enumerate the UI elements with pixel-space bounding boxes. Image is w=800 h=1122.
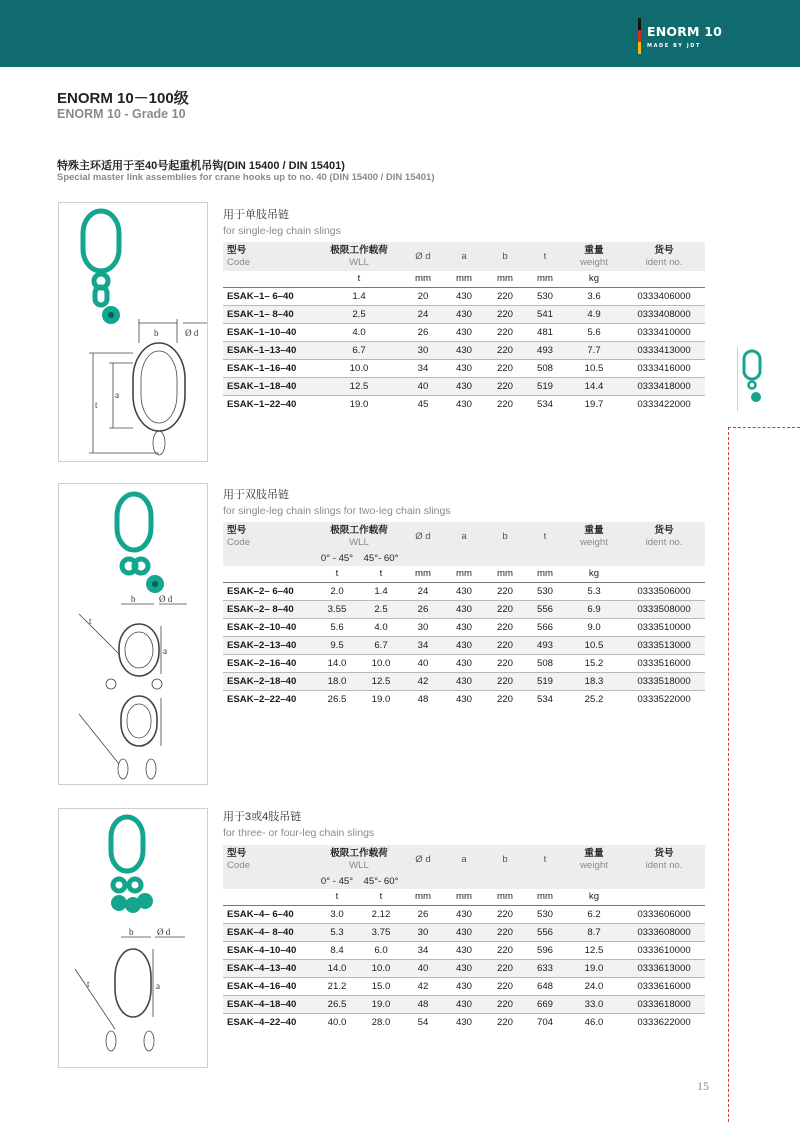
value-cell: 2.0 — [315, 582, 359, 600]
value-cell: 40 — [403, 654, 443, 672]
value-cell: 0333518000 — [623, 672, 705, 690]
value-cell: 15.0 — [359, 977, 403, 995]
value-cell: 430 — [443, 654, 485, 672]
value-cell: 45 — [417, 398, 429, 410]
value-cell: 430 — [455, 693, 472, 705]
code-cell: ESAK–1–13–40 — [223, 341, 315, 359]
table-row — [223, 690, 705, 708]
value-cell: 0333516000 — [623, 654, 705, 672]
label-d: Ø d — [185, 328, 199, 338]
block-title-en: for three- or four-leg chain slings — [223, 827, 375, 839]
value-cell: 220 — [485, 941, 525, 959]
value-cell: 0333418000 — [623, 377, 705, 395]
value-cell: 430 — [443, 923, 485, 941]
value-cell: 220 — [485, 636, 525, 654]
brand-logo — [638, 18, 723, 54]
value-cell: 220 — [485, 618, 525, 636]
value-cell: 220 — [496, 398, 513, 410]
table-row — [223, 636, 705, 654]
units-row: t mm mm mm mm kg — [223, 271, 705, 287]
code-cell: ESAK–1–10–40 — [223, 323, 315, 341]
value-cell: 40 — [403, 959, 443, 977]
value-cell: 4.0 — [359, 618, 403, 636]
two-leg-link-photo — [117, 494, 151, 573]
value-cell: 54 — [417, 1016, 429, 1028]
label-b: b — [131, 594, 136, 604]
value-cell: 30 — [403, 618, 443, 636]
value-cell: 566 — [525, 618, 565, 636]
value-cell: 430 — [443, 377, 485, 395]
value-cell: 10.0 — [359, 959, 403, 977]
value-cell: 48 — [417, 693, 429, 705]
value-cell: 34 — [403, 941, 443, 959]
value-cell: 220 — [485, 341, 525, 359]
block-title-cn: 用于单肢吊链 — [223, 209, 289, 221]
value-cell: 0333413000 — [623, 341, 705, 359]
value-cell: 220 — [485, 977, 525, 995]
value-cell: 430 — [443, 941, 485, 959]
code-cell: ESAK–1– 6–40 — [223, 287, 315, 305]
value-cell: 10.0 — [315, 359, 403, 377]
value-cell: 669 — [525, 995, 565, 1013]
code-cell: ESAK–1– 8–40 — [223, 305, 315, 323]
value-cell: 42 — [403, 977, 443, 995]
value-cell: 19.0 — [349, 398, 369, 410]
value-cell: 0333406000 — [623, 287, 705, 305]
spec-table-single-leg — [223, 242, 705, 413]
value-cell: 220 — [485, 287, 525, 305]
cut-line-vertical — [728, 427, 729, 1122]
value-cell: 5.3 — [315, 923, 359, 941]
value-cell: 10.5 — [565, 636, 623, 654]
value-cell: 5.6 — [315, 618, 359, 636]
value-cell: 34 — [403, 636, 443, 654]
value-cell: 18.0 — [315, 672, 359, 690]
value-cell: 6.0 — [359, 941, 403, 959]
value-cell: 534 — [536, 398, 553, 410]
value-cell: 430 — [443, 905, 485, 923]
cut-line-horizontal — [728, 427, 800, 428]
value-cell: 26 — [403, 600, 443, 618]
block-3-title — [223, 808, 374, 839]
value-cell: 15.2 — [565, 654, 623, 672]
label-t: t — [87, 979, 90, 989]
figure-two-leg — [58, 483, 208, 785]
value-cell: 10.5 — [565, 359, 623, 377]
value-cell: 0333506000 — [623, 582, 705, 600]
value-cell: 21.2 — [315, 977, 359, 995]
flag-stripes — [638, 18, 641, 54]
value-cell: 430 — [455, 398, 472, 410]
block-2-title — [223, 486, 451, 517]
value-cell: 19.7 — [584, 398, 604, 410]
value-cell: 10.0 — [359, 654, 403, 672]
table-row — [223, 923, 705, 941]
label-b: b — [129, 927, 134, 937]
units-row: t t mm mm mm mm kg — [223, 889, 705, 905]
value-cell: 26.5 — [315, 995, 359, 1013]
block-title-cn: 用于3或4肢吊链 — [223, 811, 302, 823]
table-row — [223, 341, 705, 359]
value-cell: 0333508000 — [623, 600, 705, 618]
block-1-title — [223, 206, 341, 237]
value-cell: 220 — [485, 672, 525, 690]
value-cell: 12.5 — [565, 941, 623, 959]
code-cell: ESAK–4–22–40 — [227, 1016, 297, 1028]
label-d: Ø d — [159, 594, 173, 604]
value-cell: 19.0 — [565, 959, 623, 977]
label-b: b — [154, 328, 159, 338]
value-cell: 220 — [485, 323, 525, 341]
value-cell: 19.0 — [371, 693, 391, 705]
table-row — [223, 905, 705, 923]
value-cell: 40 — [403, 377, 443, 395]
value-cell: 6.2 — [565, 905, 623, 923]
value-cell: 14.0 — [315, 654, 359, 672]
page-title-en: ENORM 10 - Grade 10 — [57, 107, 186, 121]
figure-single-leg — [58, 202, 208, 462]
table-header: 型号 Code 极限工作载荷 WLL Ø d a b t 重量 weight 货号 ident no. — [223, 845, 705, 874]
value-cell: 220 — [485, 959, 525, 977]
value-cell: 430 — [443, 323, 485, 341]
value-cell: 220 — [485, 582, 525, 600]
value-cell: 33.0 — [565, 995, 623, 1013]
value-cell: 25.2 — [584, 693, 604, 705]
value-cell: 0333522000 — [637, 693, 691, 705]
value-cell: 2.5 — [315, 305, 403, 323]
value-cell: 0333616000 — [623, 977, 705, 995]
spec-table-two-leg — [223, 522, 705, 708]
value-cell: 12.5 — [315, 377, 403, 395]
value-cell: 48 — [403, 995, 443, 1013]
label-t: t — [89, 616, 92, 626]
page-title-cn: ENORM 10－100级 — [57, 90, 189, 107]
value-cell: 430 — [443, 995, 485, 1013]
value-cell: 26.5 — [327, 693, 347, 705]
value-cell: 0333408000 — [623, 305, 705, 323]
section-title-en: Special master link assemblies for crane hooks up to no. 40 (DIN 15400 / DIN 15401) — [57, 172, 435, 183]
value-cell: 19.0 — [359, 995, 403, 1013]
value-cell: 556 — [525, 923, 565, 941]
value-cell: 6.7 — [315, 341, 403, 359]
angle-row: 0° - 45° 45°- 60° — [223, 874, 705, 889]
value-cell: 46.0 — [584, 1016, 604, 1028]
value-cell: 430 — [443, 618, 485, 636]
value-cell: 3.6 — [565, 287, 623, 305]
value-cell: 0333422000 — [637, 398, 691, 410]
page-number: 15 — [697, 1079, 709, 1093]
code-cell: ESAK–4–10–40 — [223, 941, 315, 959]
value-cell: 24 — [403, 305, 443, 323]
value-cell: 220 — [485, 600, 525, 618]
value-cell: 430 — [443, 977, 485, 995]
code-cell: ESAK–2–13–40 — [223, 636, 315, 654]
value-cell: 430 — [443, 287, 485, 305]
table-row — [223, 377, 705, 395]
value-cell: 9.0 — [565, 618, 623, 636]
value-cell: 0333606000 — [623, 905, 705, 923]
header-band — [0, 0, 800, 67]
value-cell: 508 — [525, 359, 565, 377]
value-cell: 508 — [525, 654, 565, 672]
value-cell: 14.4 — [565, 377, 623, 395]
value-cell: 541 — [525, 305, 565, 323]
value-cell: 28.0 — [371, 1016, 391, 1028]
value-cell: 9.5 — [315, 636, 359, 654]
angle-row: 0° - 45° 45°- 60° — [223, 551, 705, 566]
value-cell: 40.0 — [327, 1016, 347, 1028]
units-row: t t mm mm mm mm kg — [223, 566, 705, 582]
brand-subtitle: MADE BY JDT — [647, 43, 702, 49]
value-cell: 430 — [443, 359, 485, 377]
value-cell: 5.6 — [565, 323, 623, 341]
value-cell: 530 — [525, 287, 565, 305]
code-cell: ESAK–1–16–40 — [223, 359, 315, 377]
four-leg-link-photo — [111, 817, 143, 891]
value-cell: 34 — [403, 359, 443, 377]
value-cell: 534 — [536, 693, 553, 705]
value-cell: 14.0 — [315, 959, 359, 977]
table-row — [223, 977, 705, 995]
table-row — [223, 1013, 705, 1031]
value-cell: 430 — [443, 341, 485, 359]
value-cell: 0333613000 — [623, 959, 705, 977]
table-row — [223, 959, 705, 977]
label-a: a — [156, 981, 160, 991]
value-cell: 8.7 — [565, 923, 623, 941]
value-cell: 220 — [485, 359, 525, 377]
value-cell: 430 — [455, 1016, 472, 1028]
table-row — [223, 323, 705, 341]
side-thumbnail — [737, 347, 770, 411]
code-cell: ESAK–1–18–40 — [223, 377, 315, 395]
code-cell: ESAK–4–16–40 — [223, 977, 315, 995]
value-cell: 519 — [525, 672, 565, 690]
value-cell: 6.9 — [565, 600, 623, 618]
code-cell: ESAK–4–13–40 — [223, 959, 315, 977]
value-cell: 24.0 — [565, 977, 623, 995]
label-a: a — [115, 390, 119, 400]
value-cell: 3.75 — [359, 923, 403, 941]
value-cell: 648 — [525, 977, 565, 995]
value-cell: 430 — [443, 672, 485, 690]
value-cell: 30 — [403, 923, 443, 941]
table-row — [223, 287, 705, 305]
value-cell: 530 — [525, 905, 565, 923]
label-t: t — [95, 400, 98, 410]
value-cell: 30 — [403, 341, 443, 359]
master-link-photo — [83, 211, 119, 305]
value-cell: 4.0 — [315, 323, 403, 341]
brand-name: ENORM 10 — [647, 24, 723, 39]
dimension-drawing — [79, 604, 187, 779]
figure-four-leg — [58, 808, 208, 1068]
value-cell: 2.12 — [359, 905, 403, 923]
value-cell: 220 — [485, 905, 525, 923]
value-cell: 3.0 — [315, 905, 359, 923]
value-cell: 0333608000 — [623, 923, 705, 941]
value-cell: 26 — [403, 323, 443, 341]
value-cell: 3.55 — [315, 600, 359, 618]
value-cell: 0333622000 — [637, 1016, 691, 1028]
value-cell: 24 — [403, 582, 443, 600]
code-cell: ESAK–4– 8–40 — [223, 923, 315, 941]
value-cell: 0333410000 — [623, 323, 705, 341]
value-cell: 2.5 — [359, 600, 403, 618]
value-cell: 430 — [443, 959, 485, 977]
code-cell: ESAK–2–10–40 — [223, 618, 315, 636]
value-cell: 12.5 — [359, 672, 403, 690]
value-cell: 220 — [485, 923, 525, 941]
value-cell: 493 — [525, 636, 565, 654]
value-cell: 8.4 — [315, 941, 359, 959]
code-cell: ESAK–2– 8–40 — [223, 600, 315, 618]
value-cell: 220 — [485, 377, 525, 395]
label-a: a — [163, 646, 167, 656]
block-title-en: for single-leg chain slings for two-leg chain slings — [223, 505, 451, 517]
label-d: Ø d — [157, 927, 171, 937]
table-row — [223, 672, 705, 690]
value-cell: 20 — [403, 287, 443, 305]
code-cell: ESAK–2–16–40 — [223, 654, 315, 672]
value-cell: 220 — [496, 693, 513, 705]
value-cell: 0333416000 — [623, 359, 705, 377]
value-cell: 220 — [496, 1016, 513, 1028]
value-cell: 0333610000 — [623, 941, 705, 959]
value-cell: 7.7 — [565, 341, 623, 359]
value-cell: 1.4 — [359, 582, 403, 600]
table-row — [223, 600, 705, 618]
value-cell: 220 — [485, 654, 525, 672]
block-title-en: for single-leg chain slings — [223, 225, 341, 237]
value-cell: 42 — [403, 672, 443, 690]
code-cell: ESAK–4– 6–40 — [223, 905, 315, 923]
table-row — [223, 995, 705, 1013]
value-cell: 530 — [525, 582, 565, 600]
value-cell: 493 — [525, 341, 565, 359]
table-row — [223, 395, 705, 413]
value-cell: 430 — [443, 305, 485, 323]
value-cell: 519 — [525, 377, 565, 395]
section-title-cn: 特殊主环适用于至40号起重机吊钩(DIN 15400 / DIN 15401) — [57, 160, 345, 172]
value-cell: 481 — [525, 323, 565, 341]
value-cell: 633 — [525, 959, 565, 977]
table-row — [223, 305, 705, 323]
value-cell: 0333513000 — [623, 636, 705, 654]
table-header: 型号 Code 极限工作载荷 WLL Ø d a b t 重量 weight 货号 ident no. — [223, 242, 705, 271]
value-cell: 6.7 — [359, 636, 403, 654]
value-cell: 430 — [443, 600, 485, 618]
table-row — [223, 654, 705, 672]
table-row — [223, 618, 705, 636]
value-cell: 220 — [485, 305, 525, 323]
table-row — [223, 941, 705, 959]
value-cell: 430 — [443, 636, 485, 654]
value-cell: 18.3 — [565, 672, 623, 690]
spec-table-four-leg — [223, 845, 705, 1031]
block-title-cn: 用于双肢吊链 — [223, 489, 289, 501]
code-cell: ESAK–2– 6–40 — [223, 582, 315, 600]
value-cell: 0333618000 — [623, 995, 705, 1013]
table-row — [223, 359, 705, 377]
value-cell: 1.4 — [315, 287, 403, 305]
hook-coupler-icon — [137, 893, 153, 909]
value-cell: 26 — [403, 905, 443, 923]
table-header: 型号 Code 极限工作载荷 WLL Ø d a b t 重量 weight 货号 ident no. — [223, 522, 705, 551]
value-cell: 5.3 — [565, 582, 623, 600]
code-cell: ESAK–2–18–40 — [223, 672, 315, 690]
dimension-drawing — [89, 319, 207, 455]
dimension-drawing — [75, 937, 185, 1051]
value-cell: 704 — [536, 1016, 553, 1028]
value-cell: 220 — [485, 995, 525, 1013]
value-cell: 430 — [443, 582, 485, 600]
value-cell: 596 — [525, 941, 565, 959]
value-cell: 4.9 — [565, 305, 623, 323]
code-cell: ESAK–2–22–40 — [227, 693, 297, 705]
value-cell: 0333510000 — [623, 618, 705, 636]
code-cell: ESAK–1–22–40 — [227, 398, 297, 410]
code-cell: ESAK–4–18–40 — [223, 995, 315, 1013]
table-row — [223, 582, 705, 600]
value-cell: 556 — [525, 600, 565, 618]
